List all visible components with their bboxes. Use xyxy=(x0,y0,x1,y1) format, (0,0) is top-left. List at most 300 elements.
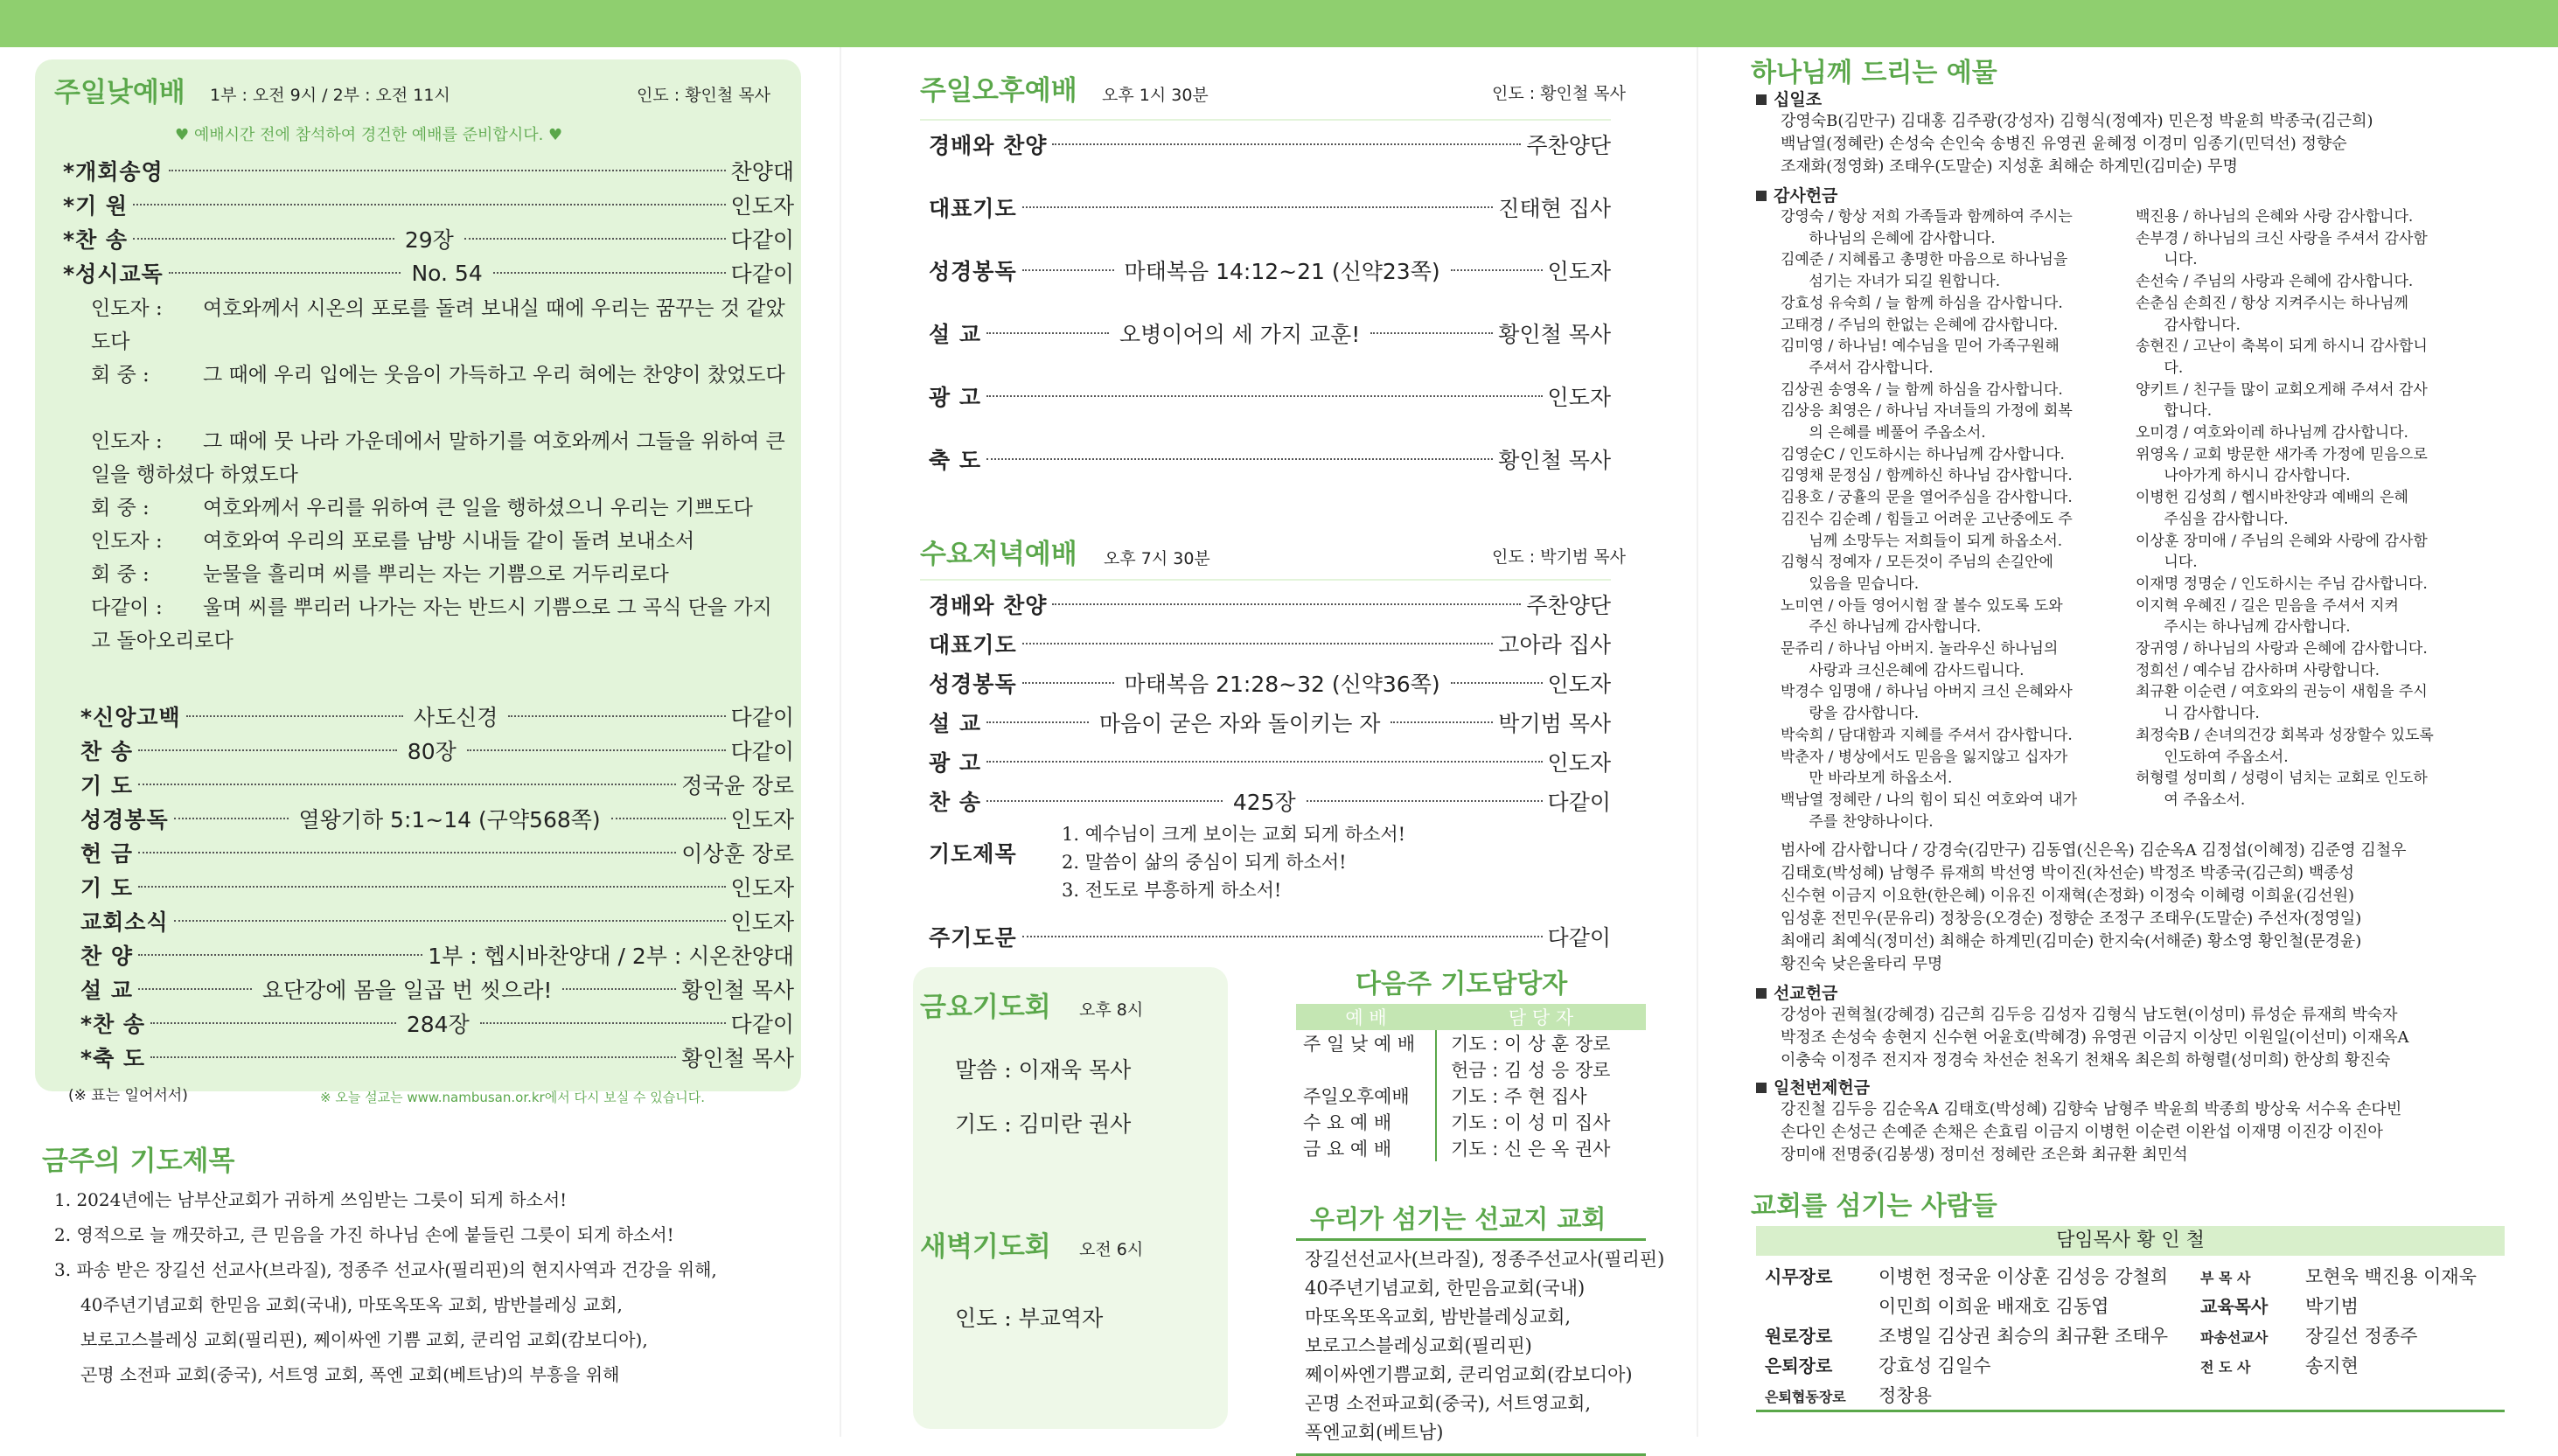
row-label: 기 도 xyxy=(80,871,133,902)
row-middle: 29장 xyxy=(400,223,459,254)
building-heading: 일천번제헌금 xyxy=(1756,1077,1870,1099)
row-label: 찬 송 xyxy=(80,735,133,766)
row-label: 헌 금 xyxy=(80,837,133,868)
responsive-text: 여호와여 우리의 포로를 남방 시내들 같이 돌려 보내소서 xyxy=(203,530,694,553)
staff-names: 송지현 xyxy=(2305,1355,2359,1376)
staff-role: 은퇴장로 xyxy=(1765,1352,1878,1377)
nextweek-row xyxy=(1296,1083,1646,1109)
row-dots xyxy=(986,458,1493,460)
offering-line: 강진철 김두응 김순옥A 김태호(박성혜) 김향숙 남형주 박윤희 박종희 방상욱 서수옥 손다빈 xyxy=(1781,1098,2401,1120)
nextweek-person: 기도 : 주 현 집사 xyxy=(1436,1083,1646,1109)
offering-line: 합니다. xyxy=(2136,401,2212,422)
order-row xyxy=(929,129,1611,159)
weekday-service-column xyxy=(840,47,1697,1437)
order-row xyxy=(80,804,794,833)
row-right: 인도자 xyxy=(731,189,794,220)
offering-line: 문쥬리 / 하나님 아버지. 놀라우신 하나님의 xyxy=(1781,638,2058,660)
row-right: 인도자 xyxy=(731,803,794,834)
row-dots xyxy=(1022,643,1494,644)
order-row xyxy=(63,190,794,219)
offering-line: 박숙희 / 담대함과 지혜를 주셔서 감사합니다. xyxy=(1781,725,2073,747)
offering-line: 주셔서 감사합니다. xyxy=(1781,358,1934,380)
wed-prayer-item: 3. 전도로 부흥하게 하소서! xyxy=(1062,876,1281,904)
staff-row xyxy=(1765,1382,1932,1408)
row-middle: 425장 xyxy=(1228,785,1301,817)
sunday-service-column xyxy=(0,47,840,1437)
offering-line: 여 주옵소서. xyxy=(2136,790,2245,812)
friday-word: 말씀 : 이재욱 목사 xyxy=(955,1053,1131,1088)
square-bullet-icon xyxy=(1756,191,1767,201)
nextweek-table xyxy=(1296,1004,1646,1161)
row-dots xyxy=(1391,721,1493,723)
row-label: 축 도 xyxy=(929,443,981,475)
row-middle: 마태복음 21:28~32 (신약36쪽) xyxy=(1119,667,1446,699)
nextweek-person: 기도 : 이 상 훈 장로 xyxy=(1436,1030,1646,1056)
offering-line: 니 감사합니다. xyxy=(2136,703,2260,725)
row-right: 인도자 xyxy=(731,871,794,902)
prayer-topics-title: 금주의 기도제목 xyxy=(42,1139,234,1178)
row-dots xyxy=(1451,269,1543,271)
row-label: 대표기도 xyxy=(929,192,1017,223)
wednesday-time: 오후 7시 30분 xyxy=(1104,546,1210,569)
nextweek-service: 수 요 예 배 xyxy=(1296,1109,1436,1135)
staff-title: 교회를 섬기는 사람들 xyxy=(1751,1184,1997,1223)
row-right: 인도자 xyxy=(1548,667,1611,699)
order-row xyxy=(929,668,1611,698)
row-dots xyxy=(464,238,726,240)
prayer-item: 40주년기념교회 한믿음 교회(국내), 마또옥또옥 교회, 밤반블레싱 교회, xyxy=(80,1287,623,1322)
prayer-item: 3. 파송 받은 장길선 선교사(브라질), 정종주 선교사(필리핀)의 현지사역과 건강을 위해, xyxy=(54,1252,717,1287)
prayer-item: 곤명 소전파 교회(중국), 서트영 교회, 폭엔 교회(베트남)의 부흥을 위해 xyxy=(80,1357,619,1392)
offering-line: 님께 소망두는 저희들이 되게 하옵소서. xyxy=(1781,531,2062,553)
nextweek-row xyxy=(1296,1030,1646,1056)
square-bullet-icon xyxy=(1756,1083,1767,1093)
sermon-web-note: ※ 오늘 설교는 www.nambusan.or.kr에서 다시 보실 수 있습니다. xyxy=(320,1088,705,1106)
thanks-heading: 감사헌금 xyxy=(1756,185,1837,207)
offering-line: 니다. xyxy=(2136,249,2198,271)
row-right: 다같이 xyxy=(1548,921,1611,952)
order-row xyxy=(63,156,794,185)
offering-line: 섬기는 자녀가 되길 원합니다. xyxy=(1781,271,2000,293)
offering-line: 이충숙 이정주 전지자 정경숙 차선순 천옥기 천채옥 최은희 하형렬(성미희) 한상희 황진숙 xyxy=(1781,1049,2390,1071)
missions-underline xyxy=(1296,1238,1646,1241)
row-dots xyxy=(150,1022,396,1024)
row-label: 성경봉독 xyxy=(80,803,169,834)
offering-line: 김영채 문정심 / 함께하신 하나님 감사합니다. xyxy=(1781,465,2073,487)
row-dots xyxy=(986,721,1089,723)
offering-line: 장귀영 / 하나님의 사랑과 은혜에 감사합니다. xyxy=(2136,638,2428,660)
row-right: 황인철 목사 xyxy=(1498,443,1611,475)
nextweek-row xyxy=(1296,1056,1646,1083)
wednesday-leader: 인도 : 박기범 목사 xyxy=(1492,544,1626,568)
mission-church-line: 곤명 소전파교회(중국), 서트영교회, xyxy=(1305,1390,1591,1418)
responsive-speaker: 회 중 : xyxy=(91,359,203,392)
row-dots xyxy=(493,272,726,274)
row-right: 인도자 xyxy=(731,905,794,937)
row-dots xyxy=(562,988,676,990)
order-row xyxy=(929,786,1611,816)
missions-title: 우리가 섬기는 선교지 교회 xyxy=(1310,1200,1606,1236)
offering-line: 허형렬 성미희 / 성령이 넘치는 교회로 인도하 xyxy=(2136,768,2428,790)
row-dots xyxy=(138,749,397,751)
mission-church-line: 보로고스블레싱교회(필리핀) xyxy=(1305,1332,1532,1361)
staff-role: 시무장로 xyxy=(1765,1263,1878,1288)
staff-role: 파송선교사 xyxy=(2200,1327,2305,1347)
staff-role: 은퇴협동장로 xyxy=(1765,1386,1878,1406)
offering-line: 백남열(정혜란) 손성숙 손인숙 송병진 유영권 윤혜정 이경미 임종기(민덕선) 정향순 xyxy=(1781,133,2347,155)
nextweek-row xyxy=(1296,1135,1646,1161)
row-label: *찬 송 xyxy=(63,223,128,254)
staff-names: 정창용 xyxy=(1878,1385,1932,1406)
row-dots xyxy=(1022,206,1494,208)
offering-line: 신수현 이금지 이요한(한은혜) 이유진 이재혁(손정화) 이정숙 이혜령 이희윤(김선원) xyxy=(1781,885,2354,907)
row-dots xyxy=(508,715,725,717)
row-label: 광 고 xyxy=(929,380,981,412)
offering-line: 이재명 정명순 / 인도하시는 주님 감사합니다. xyxy=(2136,574,2428,596)
responsive-line xyxy=(91,558,791,591)
row-right: 인도자 xyxy=(1548,254,1611,286)
row-dots xyxy=(138,784,676,785)
nextweek-service: 주 일 낮 예 배 xyxy=(1296,1030,1436,1056)
row-right: 인도자 xyxy=(1548,746,1611,777)
row-dots xyxy=(1022,269,1114,271)
staff-row xyxy=(1765,1352,1990,1378)
row-dots xyxy=(1052,143,1521,145)
offering-line: 노미연 / 아들 영어시험 잘 볼수 있도록 도와 xyxy=(1781,596,2063,617)
staff-names: 장길선 정종주 xyxy=(2305,1326,2417,1347)
nextweek-row xyxy=(1296,1109,1646,1135)
row-label: 교회소식 xyxy=(80,905,169,937)
responsive-text: 그 때에 우리 입에는 웃음이 가득하고 우리 혀에는 찬양이 찼었도다 xyxy=(203,364,785,387)
top-color-bar xyxy=(0,0,2558,47)
lords-prayer-row xyxy=(929,922,1611,951)
nextweek-service: 주일오후예배 xyxy=(1296,1083,1436,1109)
staff-bottom-line xyxy=(1756,1410,2505,1412)
staff-row xyxy=(1765,1292,2108,1319)
order-row xyxy=(929,444,1611,474)
row-label: 찬 양 xyxy=(80,939,133,971)
offering-line: 최규환 이순련 / 여호와의 권능이 새힘을 주시 xyxy=(2136,681,2428,703)
row-label: *찬 송 xyxy=(80,1007,145,1039)
offering-line: 조재화(정영화) 조태우(도말순) 지성훈 최해순 하계민(김미순) 무명 xyxy=(1781,156,2238,178)
staff-names: 이민희 이희윤 배재호 김동엽 xyxy=(1878,1296,2108,1317)
order-row xyxy=(63,258,794,288)
row-right: 다같이 xyxy=(731,223,794,254)
senior-pastor: 담임목사 황 인 철 xyxy=(1756,1226,2505,1256)
row-dots xyxy=(169,272,401,274)
order-row xyxy=(929,192,1611,222)
row-middle: 80장 xyxy=(402,735,462,766)
row-label: 설 교 xyxy=(929,317,981,349)
row-dots xyxy=(133,204,725,206)
staff-role: 원로장로 xyxy=(1765,1322,1878,1348)
row-dots xyxy=(986,395,1543,397)
row-right: 고아라 집사 xyxy=(1498,628,1611,659)
row-right: 다같이 xyxy=(731,1007,794,1039)
offering-line: 이지혁 우혜진 / 길은 믿음을 주셔서 지켜 xyxy=(2136,596,2399,617)
wed-prayer-item: 2. 말씀이 삶의 중심이 되게 하소서! xyxy=(1062,848,1347,876)
row-dots xyxy=(1370,332,1493,334)
row-label: 경배와 찬양 xyxy=(929,129,1047,160)
nextweek-person: 기도 : 이 성 미 집사 xyxy=(1436,1109,1646,1135)
row-middle: 사도신경 xyxy=(408,700,504,732)
prayer-item: 2. 영적으로 늘 깨끗하고, 큰 믿음을 가진 하나님 손에 붙들린 그릇이 되게 하소서! xyxy=(54,1217,674,1252)
responsive-speaker: 다같이 : xyxy=(91,591,203,624)
responsive-text: 여호와께서 우리를 위하여 큰 일을 행하셨으니 우리는 기쁘도다 xyxy=(203,497,753,519)
offering-line: 나아가게 하시니 감사합니다. xyxy=(2136,465,2351,487)
row-dots xyxy=(480,1022,726,1024)
offering-line: 손선숙 / 주님의 사랑과 은혜에 감사합니다. xyxy=(2136,271,2413,293)
offerings-title: 하나님께 드리는 예물 xyxy=(1751,51,1997,89)
row-right: 1부 : 헵시바찬양대 / 2부 : 시온찬양대 xyxy=(428,939,794,971)
staff-role: 교육목사 xyxy=(2200,1292,2305,1318)
responsive-text: 눈물을 흘리며 씨를 뿌리는 자는 기쁨으로 거두리로다 xyxy=(203,563,669,586)
nextweek-title: 다음주 기도담당자 xyxy=(1356,962,1567,1000)
row-label: 주기도문 xyxy=(929,921,1017,952)
row-label: *축 도 xyxy=(80,1041,145,1073)
row-dots xyxy=(138,954,422,956)
offering-line: 주시는 하나님께 감사합니다. xyxy=(2136,617,2351,638)
offering-line: 백진용 / 하나님의 은혜와 사랑 감사합니다. xyxy=(2136,206,2413,228)
order-row xyxy=(929,255,1611,285)
offering-line: 손춘심 손희진 / 항상 지켜주시는 하나님께 xyxy=(2136,293,2408,315)
responsive-line xyxy=(91,591,791,658)
row-right: 이상훈 장로 xyxy=(681,837,794,868)
offering-line: 랑을 감사합니다. xyxy=(1781,703,1919,725)
row-right: 정국윤 장로 xyxy=(681,769,794,800)
row-label: 광 고 xyxy=(929,746,981,777)
offering-line: 박정조 손성숙 송현지 신수현 어윤호(박혜경) 유영권 이금지 이상민 이원일(이선미) 이재옥A xyxy=(1781,1027,2409,1048)
row-label: 찬 송 xyxy=(929,785,981,817)
row-right: 인도자 xyxy=(1548,380,1611,412)
staff-names: 이병헌 정국윤 이상훈 김성응 강철희 xyxy=(1878,1266,2168,1287)
responsive-line xyxy=(91,425,791,491)
offering-line: 박춘자 / 병상에서도 믿음을 잃지않고 십자가 xyxy=(1781,747,2067,769)
row-dots xyxy=(138,852,676,853)
row-dots xyxy=(986,332,1109,334)
staff-names: 강효성 김일수 xyxy=(1878,1355,1990,1376)
responsive-text: 그 때에 뭇 나라 가운데에서 말하기를 여호와께서 그들을 위하여 큰 일을 행하셨다 하였도다 xyxy=(91,430,785,486)
row-right: 황인철 목사 xyxy=(1498,317,1611,349)
row-dots xyxy=(986,761,1543,763)
offering-line: 손다인 손성근 손예준 손채은 손효림 이금지 이병헌 이순련 이완섭 이재명 이진강 이진아 xyxy=(1781,1121,2383,1143)
order-row xyxy=(929,747,1611,777)
row-right: 박기범 목사 xyxy=(1498,707,1611,738)
offering-line: 오미경 / 여호와이레 하나님께 감사합니다. xyxy=(2136,422,2408,444)
order-row xyxy=(80,701,794,731)
order-row xyxy=(80,838,794,867)
row-middle: 284장 xyxy=(401,1007,475,1039)
row-label: 성경봉독 xyxy=(929,667,1017,699)
responsive-text: 울며 씨를 뿌리러 나가는 자는 반드시 기쁨으로 그 곡식 단을 가지고 돌아오리로다 xyxy=(91,596,772,652)
friday-title: 금요기도회 xyxy=(920,985,1051,1024)
mission-heading: 선교헌금 xyxy=(1756,983,1837,1005)
sunday-title: 주일낮예배 xyxy=(54,70,185,109)
staff-row xyxy=(2200,1292,2359,1319)
afternoon-divider xyxy=(920,119,1611,121)
offering-line: 주신 하나님께 감사합니다. xyxy=(1781,617,1981,638)
offering-line: 주심을 감사합니다. xyxy=(2136,509,2289,531)
offering-line: 주를 찬양하나이다. xyxy=(1781,812,1934,833)
offering-line: 김예준 / 지혜롭고 총명한 마음으로 하나님을 xyxy=(1781,249,2067,271)
friday-pray: 기도 : 김미란 권사 xyxy=(955,1107,1131,1142)
nextweek-person: 헌금 : 김 성 응 장로 xyxy=(1436,1056,1646,1083)
responsive-speaker: 회 중 : xyxy=(91,558,203,591)
dawn-time: 오전 6시 xyxy=(1079,1237,1143,1260)
row-dots xyxy=(986,800,1223,802)
afternoon-time: 오후 1시 30분 xyxy=(1102,82,1209,106)
offering-line: 만 바라보게 하옵소서. xyxy=(1781,768,1952,790)
offering-line: 최애리 최예식(정미선) 최해순 하계민(김미순) 한지숙(서해준) 황소영 황인철(문경윤) xyxy=(1781,930,2361,952)
offering-line: 니다. xyxy=(2136,552,2198,574)
order-row xyxy=(80,735,794,765)
row-label: *신앙고백 xyxy=(80,700,181,732)
row-dots xyxy=(169,170,726,171)
row-dots xyxy=(133,238,394,240)
responsive-line xyxy=(91,491,791,525)
offering-line: 범사에 감사합니다 / 강경숙(김만구) 김동엽(신은옥) 김순옥A 김정섭(이혜정) 김준영 김철우 xyxy=(1781,839,2407,861)
mission-church-line: 40주년기념교회, 한믿음교회(국내) xyxy=(1305,1274,1585,1303)
responsive-speaker: 회 중 : xyxy=(91,491,203,525)
staff-row xyxy=(2200,1263,2477,1289)
prayer-item: 1. 2024년에는 남부산교회가 귀하게 쓰임받는 그릇이 되게 하소서! xyxy=(54,1182,567,1217)
standing-note: (※ 표는 일어서서) xyxy=(68,1083,188,1104)
offering-line: 최정숙B / 손녀의건강 회복과 성장할수 있도록 xyxy=(2136,725,2434,747)
row-dots xyxy=(138,988,252,990)
row-dots xyxy=(1451,682,1543,684)
row-dots xyxy=(1052,603,1521,605)
offering-line: 하나님의 은혜에 감사합니다. xyxy=(1781,228,1996,250)
offering-line: 위영옥 / 교회 방문한 새가족 가정에 믿음으로 xyxy=(2136,444,2428,466)
staff-names: 모현욱 백진용 이재욱 xyxy=(2305,1266,2477,1287)
square-bullet-icon xyxy=(1756,988,1767,999)
wednesday-title: 수요저녁예배 xyxy=(920,532,1077,571)
row-label: *개회송영 xyxy=(63,155,164,186)
offering-line: 박경수 임명애 / 하나님 아버지 크신 은혜와사 xyxy=(1781,681,2073,703)
staff-role: 전 도 사 xyxy=(2200,1356,2305,1376)
row-dots xyxy=(186,715,403,717)
offering-line: 김태호(박성혜) 남형주 류재희 박선영 박이진(차선순) 박정조 박종국(김근희) 백종성 xyxy=(1781,862,2354,884)
wednesday-divider xyxy=(920,579,1611,581)
row-right: 진태현 집사 xyxy=(1498,192,1611,223)
staff-names: 조병일 김상권 최승의 최규환 조태우 xyxy=(1878,1326,2168,1347)
wed-prayer-item: 1. 예수님이 크게 보이는 교회 되게 하소서! xyxy=(1062,820,1405,848)
offering-line: 있음을 믿습니다. xyxy=(1781,574,1919,596)
responsive-line xyxy=(91,525,791,558)
offering-line: 백남열 정혜란 / 나의 힘이 되신 여호와여 내가 xyxy=(1781,790,2077,812)
mission-church-line: 마또옥또옥교회, 밤반블레싱교회, xyxy=(1305,1303,1571,1332)
row-middle: 마음이 굳은 자와 돌이키는 자 xyxy=(1094,707,1386,738)
offering-line: 정희선 / 예수님 감사하며 사랑합니다. xyxy=(2136,660,2380,682)
offering-line: 김상응 최영은 / 하나님 자녀들의 가정에 회복 xyxy=(1781,401,2073,422)
nextweek-head-person: 담 당 자 xyxy=(1436,1004,1646,1030)
responsive-speaker: 인도자 : xyxy=(91,292,203,325)
order-row xyxy=(80,1008,794,1038)
row-label: 성경봉독 xyxy=(929,254,1017,286)
offering-line: 임성훈 전민우(문유리) 정창응(오경순) 정향순 조정구 조태우(도말순) 주선자(정영일) xyxy=(1781,908,2361,930)
row-middle: 요단강에 몸을 일곱 번 씻으라! xyxy=(257,973,558,1005)
row-label: 기 도 xyxy=(80,769,133,800)
staff-names: 박기범 xyxy=(2305,1296,2359,1317)
nextweek-service: 금 요 예 배 xyxy=(1296,1135,1436,1161)
order-row xyxy=(80,940,794,970)
mission-church-line: 쩨이싸엔기쁨교회, 쿤리엄교회(캄보디아) xyxy=(1305,1361,1633,1390)
dawn-title: 새벽기도회 xyxy=(920,1224,1051,1264)
responsive-speaker: 인도자 : xyxy=(91,525,203,558)
staff-role: 부 목 사 xyxy=(2200,1267,2305,1287)
row-right: 찬양대 xyxy=(731,155,794,186)
offering-line: 강성아 권혁철(강혜경) 김근희 김두응 김성자 김형식 남도현(이성미) 류성순 류재희 박숙자 xyxy=(1781,1004,2398,1026)
offering-line: 김상권 송영옥 / 늘 함께 하심을 감사합니다. xyxy=(1781,380,2063,401)
offering-line: 김미영 / 하나님! 예수님을 믿어 가족구원해 xyxy=(1781,336,2060,358)
tithe-heading: 십일조 xyxy=(1756,89,1822,111)
offering-line: 다. xyxy=(2136,358,2183,380)
offering-line: 김형식 정예자 / 모든것이 주님의 손길안에 xyxy=(1781,552,2053,574)
row-right: 다같이 xyxy=(731,700,794,732)
order-row xyxy=(929,629,1611,658)
order-row xyxy=(80,1042,794,1072)
offering-line: 김영순C / 인도하시는 하나님께 감사합니다. xyxy=(1781,444,2065,466)
afternoon-title: 주일오후예배 xyxy=(920,68,1077,108)
afternoon-leader: 인도 : 황인철 목사 xyxy=(1492,80,1626,104)
row-dots xyxy=(1307,800,1543,802)
offering-line: 김진수 김순례 / 힘들고 어려운 고난중에도 주 xyxy=(1781,509,2073,531)
row-label: 경배와 찬양 xyxy=(929,589,1047,620)
responsive-line xyxy=(91,292,791,359)
row-right: 주찬양단 xyxy=(1526,129,1611,160)
offering-line: 장미애 전명중(김봉생) 정미선 정혜란 조은화 최규환 최민석 xyxy=(1781,1144,2188,1166)
row-label: 설 교 xyxy=(80,973,133,1005)
order-row xyxy=(80,906,794,936)
responsive-speaker: 인도자 : xyxy=(91,425,203,458)
offering-line: 강효성 유숙희 / 늘 함께 하심을 감사합니다. xyxy=(1781,293,2063,315)
row-label: 대표기도 xyxy=(929,628,1017,659)
row-dots xyxy=(150,1056,676,1058)
order-row xyxy=(80,872,794,902)
row-dots xyxy=(611,818,726,819)
mission-church-line: 폭엔교회(베트남) xyxy=(1305,1418,1443,1447)
sunday-times: 1부 : 오전 9시 / 2부 : 오전 11시 xyxy=(210,82,450,106)
offering-line: 황진숙 낮은울타리 무명 xyxy=(1781,953,1942,975)
row-right: 주찬양단 xyxy=(1526,589,1611,620)
offering-line: 이상훈 장미애 / 주님의 은혜와 사랑에 감사함 xyxy=(2136,531,2428,553)
dawn-leader: 인도 : 부교역자 xyxy=(955,1301,1103,1336)
sunday-leader: 인도 : 황인철 목사 xyxy=(637,82,770,106)
offering-line: 사랑과 크신은혜에 감사드립니다. xyxy=(1781,660,2025,682)
row-right: 황인철 목사 xyxy=(681,973,794,1005)
row-dots xyxy=(1022,936,1543,937)
prayer-item: 보로고스블레싱 교회(필리핀), 쩨이싸엔 기쁨 교회, 쿤리엄 교회(캄보디아), xyxy=(80,1322,648,1357)
offering-line: 손부경 / 하나님의 크신 사랑을 주셔서 감사함 xyxy=(2136,228,2428,250)
row-label: *성시교독 xyxy=(63,257,164,289)
row-label: *기 원 xyxy=(63,189,128,220)
offering-line: 이병헌 김성희 / 헵시바찬양과 예배의 은혜 xyxy=(2136,487,2408,509)
order-row xyxy=(929,589,1611,619)
wed-prayer-label: 기도제목 xyxy=(929,837,1017,868)
offering-line: 감사합니다. xyxy=(2136,315,2241,337)
staff-row xyxy=(1765,1322,2168,1348)
order-row xyxy=(80,974,794,1004)
offering-line: 강영숙 / 항상 저희 가족들과 함께하여 주시는 xyxy=(1781,206,2073,228)
staff-row xyxy=(1765,1263,2168,1289)
offering-line: 양키트 / 친구들 많이 교회오게해 주셔서 감사 xyxy=(2136,380,2428,401)
offerings-column xyxy=(1697,47,2558,1437)
order-row xyxy=(80,770,794,799)
order-row xyxy=(63,224,794,254)
row-dots xyxy=(467,749,726,751)
order-row xyxy=(929,707,1611,737)
offering-line: 의 은혜를 베풀어 주옵소서. xyxy=(1781,422,1986,444)
